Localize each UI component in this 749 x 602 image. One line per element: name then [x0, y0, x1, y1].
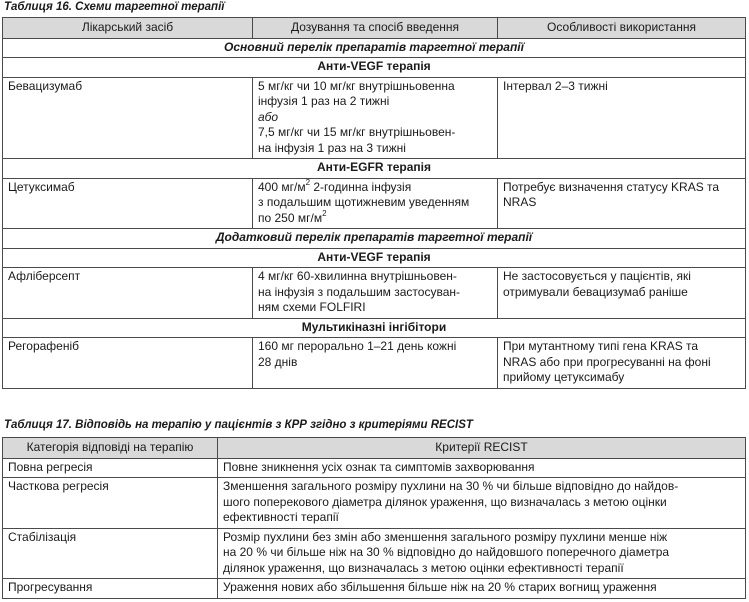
targeted-therapy-table — [2, 17, 746, 389]
table-row — [3, 338, 746, 389]
table-16-caption: Таблиця 16. Схеми таргетної терапії — [4, 1, 225, 13]
subsection-row — [3, 248, 746, 268]
table-header-row — [3, 438, 746, 459]
subsection-anti-vegf: Анти-VEGF терапія — [3, 58, 746, 78]
subsection-row — [3, 159, 746, 179]
drug-name: Регорафеніб — [3, 338, 253, 389]
response-category: Часткова регресія — [3, 478, 218, 529]
recist-response-table — [2, 437, 746, 599]
response-category: Стабілізація — [3, 528, 218, 579]
dosage-cell — [253, 178, 498, 229]
table-17-caption: Таблиця 17. Відповідь на терапію у пацієнтів з КРР згідно з критеріями RECIST — [4, 419, 473, 431]
section-extra-list: Додатковий перелік препаратів таргетної терапії — [3, 229, 746, 249]
dosage-line: по 250 $мг/м^2$ — [258, 208, 327, 225]
dosage-line: на інфузія 1 раз на 3 тижні — [258, 140, 406, 155]
section-main-list: Основний перелік препаратів таргетної терапії — [3, 38, 746, 58]
response-criteria: Зменшення загального розміру пухлини на 30 % чи більше відповідно до найдов- шого поперекового діаметра ділянок ураження, що визначалась з метою оцінки ефективності терапії — [218, 478, 746, 529]
response-category: Повна регресія — [3, 458, 218, 478]
usage-note: Не застосовується у пацієнтів, які отримували бевацизумаб раніше — [498, 268, 746, 319]
header-category: Категорія відповіді на терапію — [3, 438, 218, 459]
table-row — [3, 77, 746, 159]
subsection-row — [3, 318, 746, 338]
dosage-line: інфузія 1 раз на 2 тижні — [258, 94, 390, 108]
dosage-cell: 160 мг перорально 1–21 день кожні 28 днів — [253, 338, 498, 389]
dosage-cell: 4 мг/кг 60-хвилинна внутрішньовен- на інфузія з подальшим застосуван- ням схеми FOLFIRI — [253, 268, 498, 319]
usage-note: При мутантному типі гена KRAS та NRAS або при прогресуванні на фоні прийому цетуксимабу — [498, 338, 746, 389]
response-criteria: Розмір пухлини без змін або зменшення загального розміру пухлини менше ніж на 20 % чи більше ніж на 30 % відповідно до найдовшого поперечного діаметра ділянок ураження, що визначалась з метою оцінки ефективності терапії — [218, 528, 746, 579]
subsection-anti-vegf-2: Анти-VEGF терапія — [3, 248, 746, 268]
response-criteria: Ураження нових або збільшення більше ніж на 20 % старих вогнищ ураження — [218, 579, 746, 599]
table-row — [3, 178, 746, 229]
table-row — [3, 268, 746, 319]
usage-note: Інтервал 2–3 тижні — [498, 77, 746, 159]
header-drug: Лікарський засіб — [3, 18, 253, 39]
response-category: Прогресування — [3, 579, 218, 599]
dosage-cell — [253, 77, 498, 159]
header-criteria: Критерії RECIST — [218, 438, 746, 459]
drug-name: Цетуксимаб — [3, 178, 253, 229]
header-dosage: Дозування та спосіб введення — [253, 18, 498, 39]
subsection-row — [3, 58, 746, 78]
table-row — [3, 579, 746, 599]
header-usage: Особливості використання — [498, 18, 746, 39]
table-row — [3, 528, 746, 579]
dosage-or: або — [258, 109, 279, 124]
dosage-line: 7,5 мг/кг чи 15 мг/кг внутрішньовен- — [258, 125, 456, 139]
dosage-line: з подальшим щотижневим уведенням — [258, 195, 470, 209]
response-criteria: Повне зникнення усіх ознак та симптомів захворювання — [218, 458, 746, 478]
drug-name: Бевацизумаб — [3, 77, 253, 159]
table-row — [3, 478, 746, 529]
usage-note: Потребує визначення статусу KRAS та NRAS — [498, 178, 746, 229]
table-header-row — [3, 18, 746, 39]
section-row — [3, 229, 746, 249]
subsection-anti-egfr: Анти-EGFR терапія — [3, 159, 746, 179]
section-row — [3, 38, 746, 58]
dosage-line: 5 мг/кг чи 10 мг/кг внутрішньовенна — [258, 78, 455, 93]
subsection-multikinase: Мультикіназні інгібітори — [3, 318, 746, 338]
table-row — [3, 458, 746, 478]
dosage-line: 400 $мг/м^2$ 2-годинна інфузія — [258, 178, 412, 194]
drug-name: Афліберсепт — [3, 268, 253, 319]
